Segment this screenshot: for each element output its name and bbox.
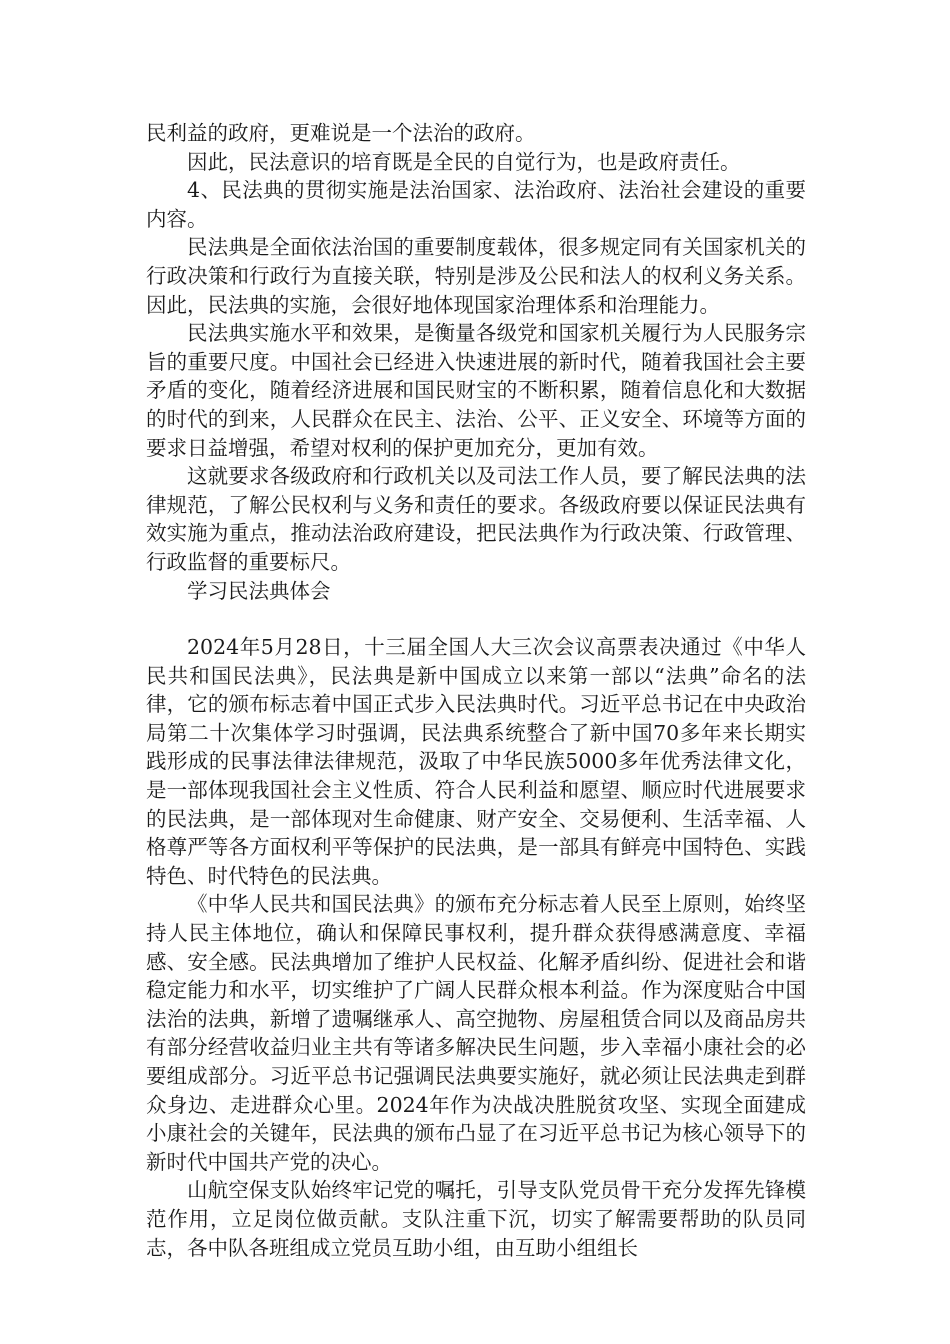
paragraph: 民法典实施水平和效果，是衡量各级党和国家机关履行为人民服务宗旨的重要尺度。中国社会已经进入快速进展的新时代，随着我国社会主要矛盾的变化，随着经济进展和国民财宝的不断积累，随着信息化和大数据的时代的到来，人民群众在民主、法治、公平、正义安全、环境等方面的要求日益增强，希望对权利的保护更加充分，更加有效。: [146, 321, 806, 460]
section-heading: 学习民法典体会: [187, 578, 331, 603]
paragraph: 山航空保支队始终牢记党的嘱托，引导支队党员骨干充分发挥先锋模范作用，立足岗位做贡献。支队注重下沉，切实了解需要帮助的队员同志，各中队各班组成立党员互助小组，由互助小组组长: [146, 1178, 806, 1260]
paragraph: 民法典是全面依法治国的重要制度载体，很多规定同有关国家机关的行政决策和行政行为直接关联，特别是涉及公民和法人的权利义务关系。因此，民法典的实施，会很好地体现国家治理体系和治理能力。: [146, 235, 806, 317]
document-page: [146, 119, 806, 1262]
blank-line: [146, 605, 806, 633]
paragraph: 因此，民法意识的培育既是全民的自觉行为，也是政府责任。: [187, 149, 741, 174]
paragraph: 4、民法典的贯彻实施是法治国家、法治政府、法治社会建设的重要内容。: [146, 178, 806, 231]
paragraph: 2024年5月28日，十三届全国人大三次会议高票表决通过《中华人民共和国民法典》，民法典是新中国成立以来第一部以“法典”命名的法律，它的颁布标志着中国正式步入民法典时代。习近平总书记在中央政治局第二十次集体学习时强调，民法典系统整合了新中国70多年来长期实践形成的民事法律法律规范，汲取了中华民族5000多年优秀法律文化，是一部体现我国社会主义性质、符合人民利益和愿望、顺应时代进展要求的民法典，是一部体现对生命健康、财产安全、交易便利、生活幸福、人格尊严等各方面权利平等保护的民法典，是一部具有鲜亮中国特色、实践特色、时代特色的民法典。: [146, 635, 806, 888]
paragraph: 民利益的政府，更难说是一个法治的政府。: [146, 121, 536, 145]
paragraph: 《中华人民共和国民法典》的颁布充分标志着人民至上原则，始终坚持人民主体地位，确认和保障民事权利，提升群众获得感满意度、幸福感、安全感。民法典增加了维护人民权益、化解矛盾纠纷、促进社会和谐稳定能力和水平，切实维护了广阔人民群众根本利益。作为深度贴合中国法治的法典，新增了遗嘱继承人、高空抛物、房屋租赁合同以及商品房共有部分经营收益归业主共有等诸多解决民生问题，步入幸福小康社会的必要组成部分。习近平总书记强调民法典要实施好，就必须让民法典走到群众身边、走进群众心里。2024年作为决战决胜脱贫攻坚、实现全面建成小康社会的关键年，民法典的颁布凸显了在习近平总书记为核心领导下的新时代中国共产党的决心。: [146, 892, 806, 1174]
paragraph: 这就要求各级政府和行政机关以及司法工作人员，要了解民法典的法律规范，了解公民权利与义务和责任的要求。各级政府要以保证民法典有效实施为重点，推动法治政府建设，把民法典作为行政决策、行政管理、行政监督的重要标尺。: [146, 464, 806, 574]
